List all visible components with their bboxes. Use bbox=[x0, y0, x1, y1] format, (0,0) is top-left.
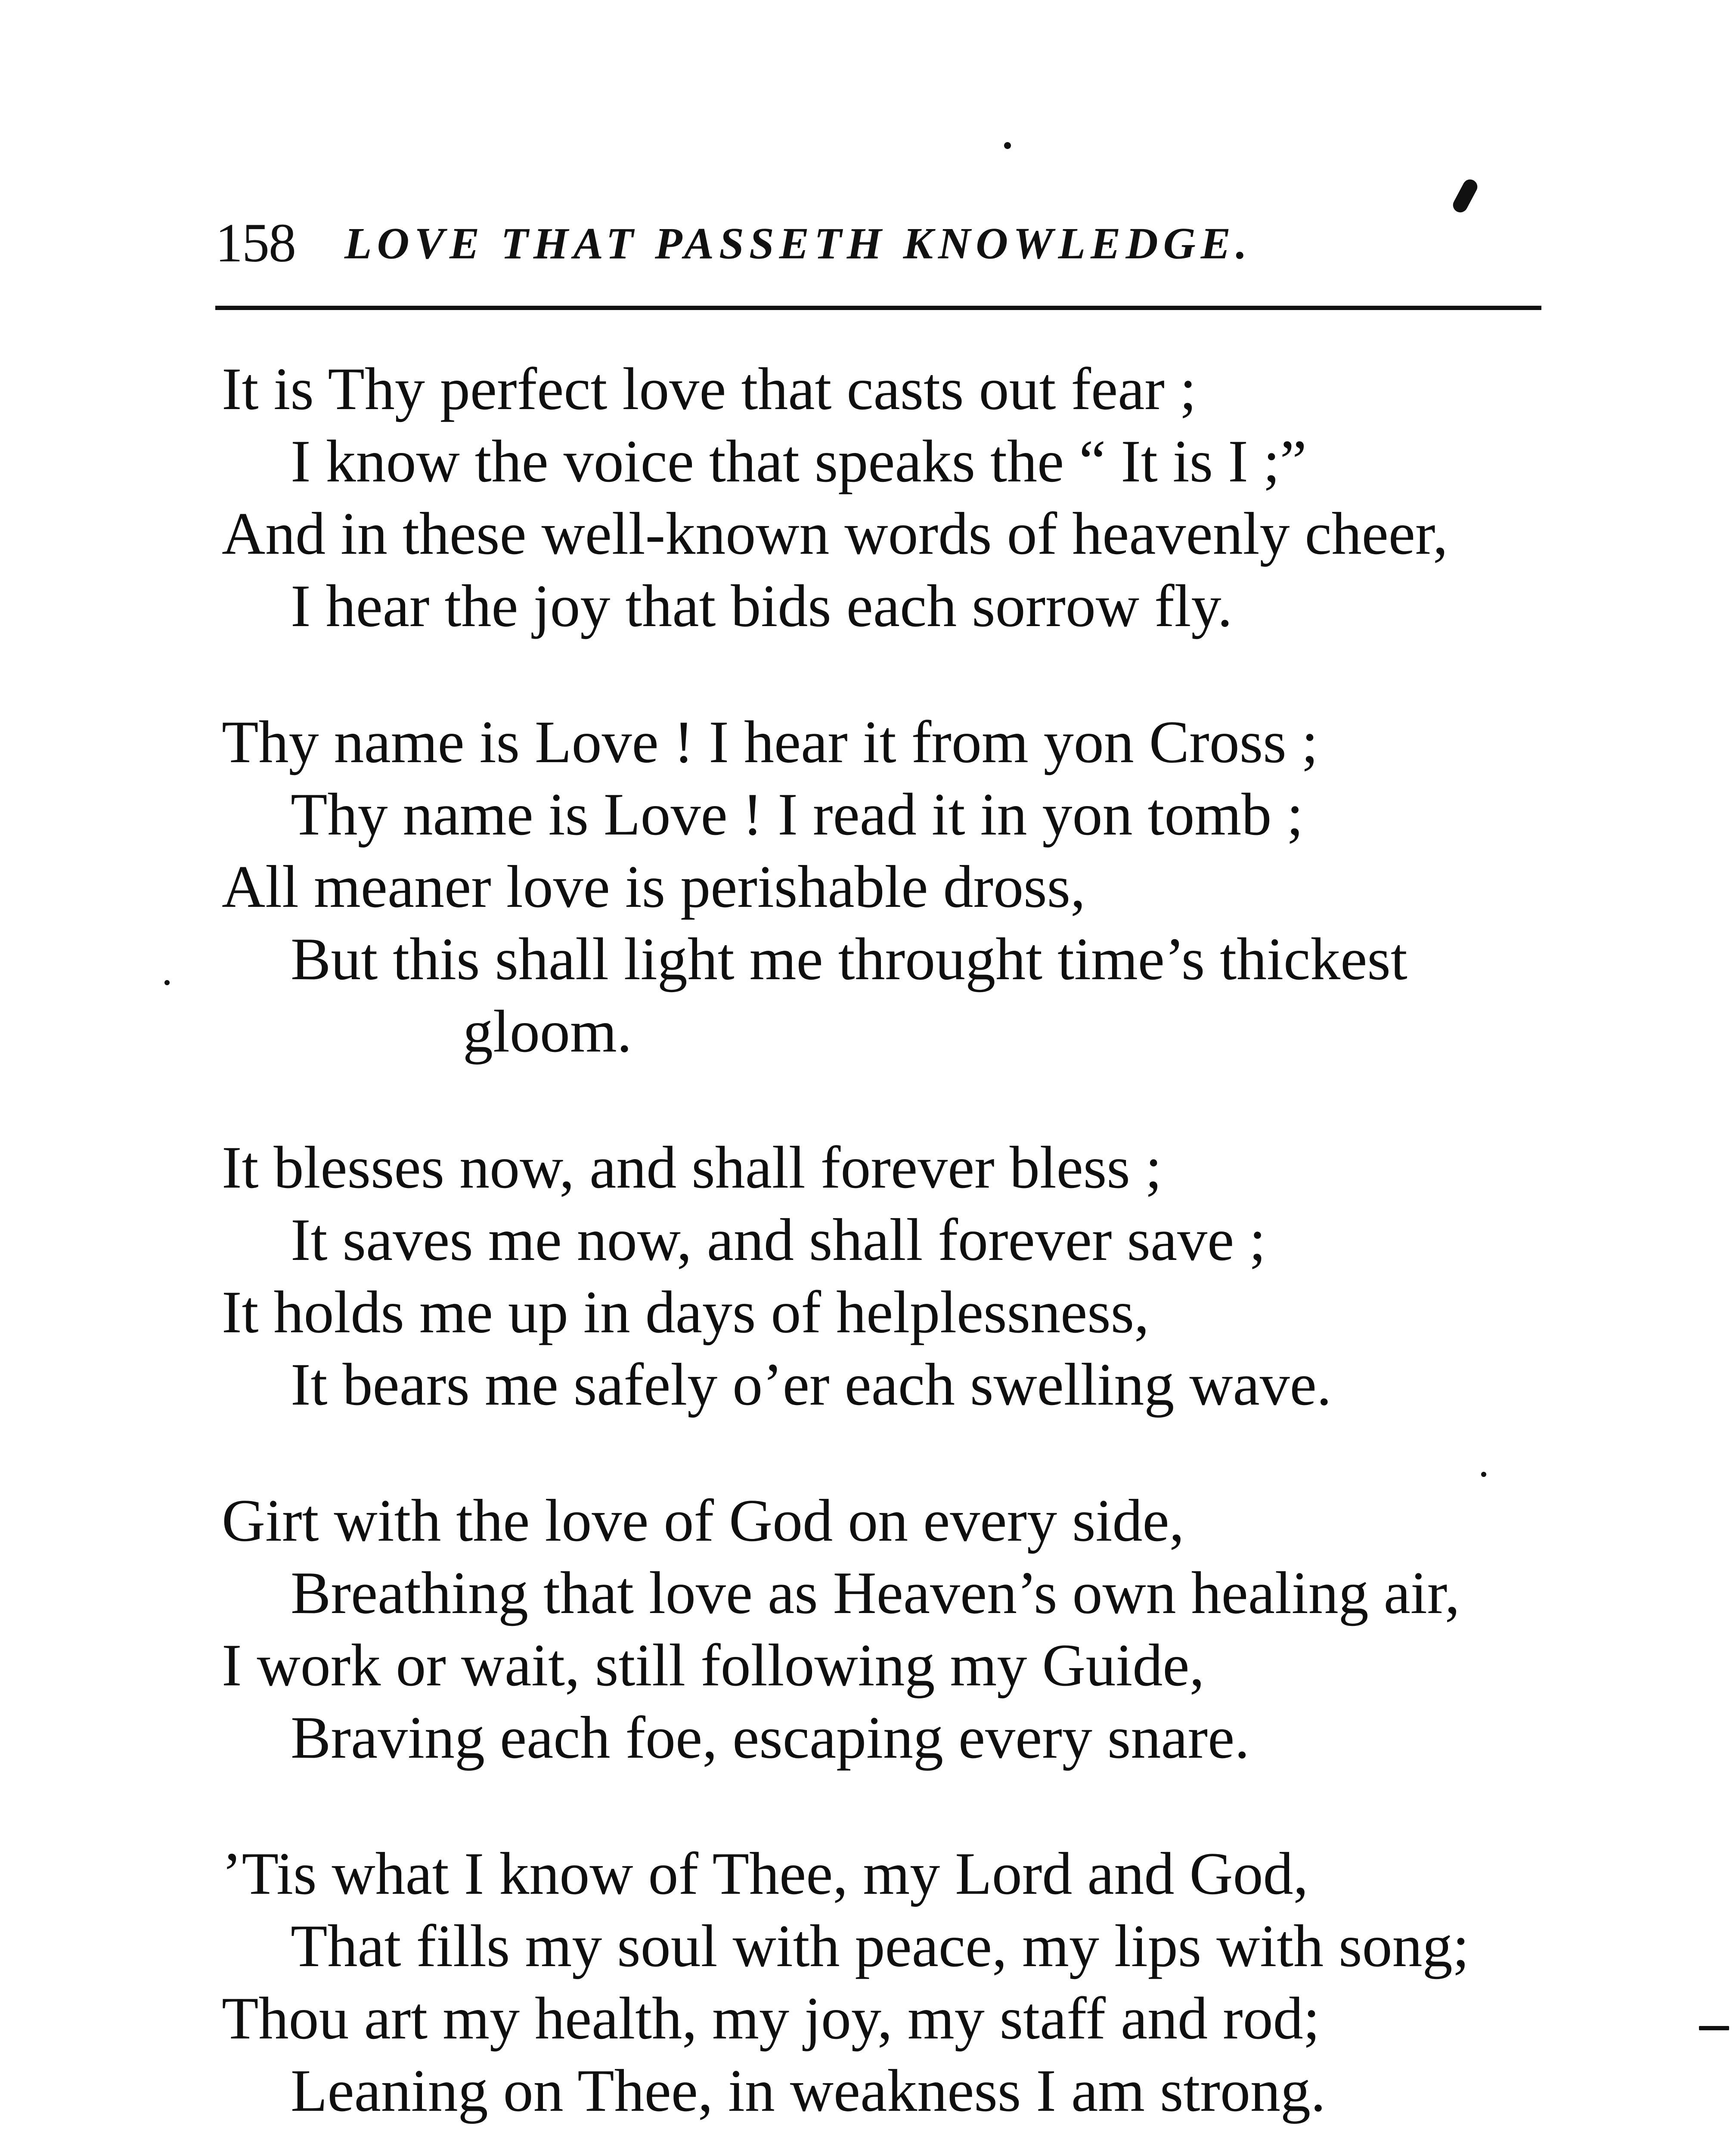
poem-line: I work or wait, still following my Guide, bbox=[222, 1632, 1205, 1699]
ink-dot-left bbox=[164, 980, 170, 985]
poem-line: Braving each foe, escaping every snare. bbox=[291, 1704, 1250, 1771]
poem-line: I know the voice that speaks the “ It is I ;” bbox=[291, 428, 1307, 495]
page-header bbox=[215, 207, 1541, 284]
stanza-1 bbox=[222, 353, 1565, 642]
poem-line: All meaner love is perishable dross, bbox=[222, 853, 1086, 920]
stanza-2 bbox=[222, 706, 1565, 1068]
poem-line: It blesses now, and shall forever bless ; bbox=[222, 1134, 1162, 1201]
poem-line: But this shall light me throught time’s thickest bbox=[291, 926, 1407, 993]
poem-line: It holds me up in days of helplessness, bbox=[222, 1279, 1150, 1346]
stanza-5 bbox=[222, 1838, 1565, 2127]
poem-line: Thy name is Love ! I hear it from yon Cross ; bbox=[222, 709, 1318, 776]
ink-dot-top bbox=[1004, 142, 1011, 149]
poem-line: It saves me now, and shall forever save ; bbox=[291, 1207, 1266, 1273]
poem-line: Thou art my health, my joy, my staff and rod; bbox=[222, 1985, 1320, 2052]
poem-body bbox=[222, 353, 1565, 2153]
poem-line: Girt with the love of God on every side, bbox=[222, 1487, 1184, 1554]
stanza-4 bbox=[222, 1485, 1565, 1774]
poem-line: ’Tis what I know of Thee, my Lord and God, bbox=[222, 1840, 1308, 1907]
poem-line: Leaning on Thee, in weakness I am strong. bbox=[291, 2057, 1326, 2124]
poem-line: Breathing that love as Heaven’s own healing air, bbox=[291, 1560, 1460, 1626]
poem-line: It bears me safely o’er each swelling wave. bbox=[291, 1351, 1332, 1418]
poem-line: And in these well-known words of heavenly cheer, bbox=[222, 500, 1448, 567]
header-rule bbox=[215, 306, 1541, 310]
poem-line: That fills my soul with peace, my lips with song; bbox=[291, 1913, 1469, 1979]
running-title: LOVE THAT PASSETH KNOWLEDGE. bbox=[344, 219, 1252, 268]
poem-line: It is Thy perfect love that casts out fear ; bbox=[222, 356, 1197, 422]
page-number: 158 bbox=[215, 212, 295, 273]
ink-dash-right bbox=[1699, 2026, 1729, 2030]
stanza-3 bbox=[222, 1132, 1565, 1421]
poem-line-continuation: gloom. bbox=[463, 998, 632, 1065]
poem-line: I hear the joy that bids each sorrow fly. bbox=[291, 573, 1233, 639]
poem-line: Thy name is Love ! I read it in yon tomb ; bbox=[291, 781, 1304, 848]
